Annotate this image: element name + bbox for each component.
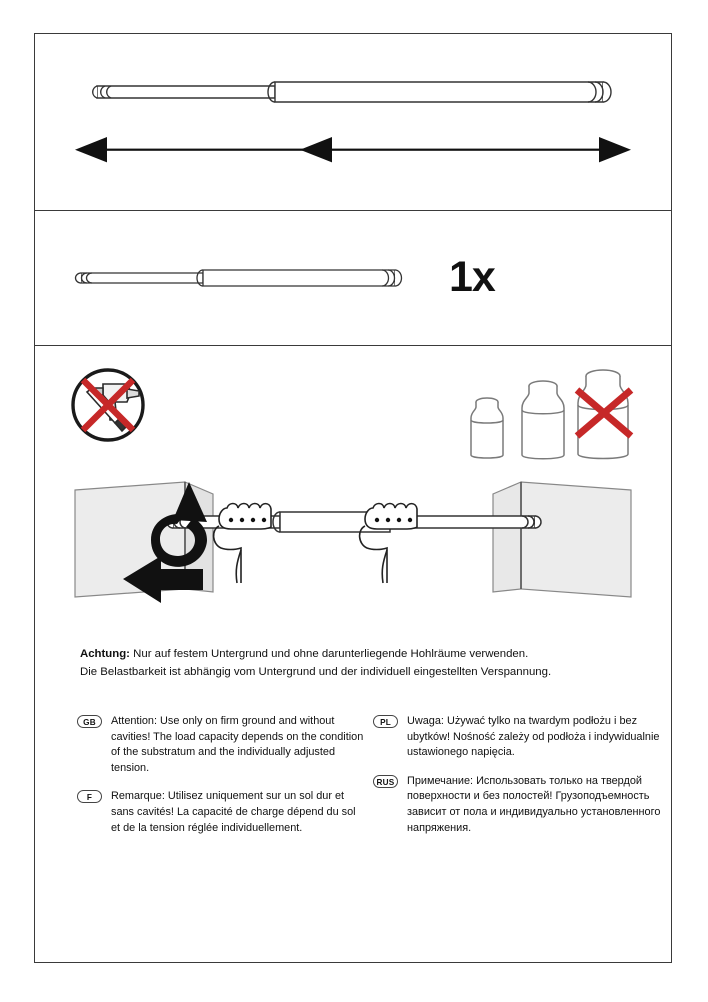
language-text-gb: Attention: Use only on firm ground and without cavities! The load capacity depends on the condition of the substratum and the individually adjusted tension. (111, 715, 364, 774)
instruction-sheet (34, 33, 672, 963)
length-diagram (35, 34, 671, 210)
language-notes (35, 714, 671, 954)
quantity-label: 1x (449, 253, 495, 301)
parts-quantity-panel (35, 211, 671, 346)
telescopic-rod-icon (93, 82, 611, 102)
load-capacity-weights-icon (455, 360, 637, 472)
installation-panel (35, 346, 671, 961)
no-tools-prohibited-icon (65, 362, 151, 448)
telescopic-rod-icon (76, 270, 402, 286)
language-badge-rus: RUS (373, 775, 398, 788)
language-column-right (373, 714, 663, 849)
language-text-rus: Примечание: Использовать только на твердой поверхности и без полостей! Грузоподъемность зависит от пола и индивидуально установленного напряжения. (407, 774, 661, 834)
right-hand-grip-icon (360, 504, 417, 584)
installation-scene (35, 464, 671, 629)
dimension-arrow-icon (75, 137, 631, 162)
icon-row (35, 360, 671, 475)
german-warning (80, 646, 640, 681)
quantity-rod-diagram (35, 211, 671, 345)
left-hand-grip-icon (214, 504, 271, 584)
language-badge-f: F (77, 790, 102, 803)
german-warning-text1: Nur auf festem Untergrund und ohne darunterliegende Hohlräume verwenden. (129, 648, 529, 660)
language-note-f (77, 789, 367, 836)
german-warning-label: Achtung: (80, 648, 130, 660)
language-note-pl (373, 714, 663, 761)
language-text-f: Remarque: Utilisez uniquement sur un sol dur et sans cavités! La capacité de charge dépend du sol et de la tension réglée individuellement. (111, 790, 356, 834)
language-badge-pl: PL (373, 715, 398, 728)
weight-small (471, 398, 503, 458)
right-wall-block-icon (493, 482, 631, 597)
german-warning-line1 (80, 646, 640, 664)
language-column-left (77, 714, 367, 849)
language-note-gb (77, 714, 367, 776)
weight-medium (522, 381, 564, 459)
adjustable-length-panel (35, 34, 671, 211)
german-warning-line2: Die Belastbarkeit ist abhängig vom Untergrund und der individuell eingestellten Verspannung. (80, 665, 552, 678)
language-text-pl: Uwaga: Używać tylko na twardym podłożu i bez ubytków! Nośność zależy od podłoża i indywidualnie ustawionego napięcia. (407, 715, 660, 759)
language-note-rus (373, 774, 663, 836)
language-badge-gb: GB (77, 715, 102, 728)
